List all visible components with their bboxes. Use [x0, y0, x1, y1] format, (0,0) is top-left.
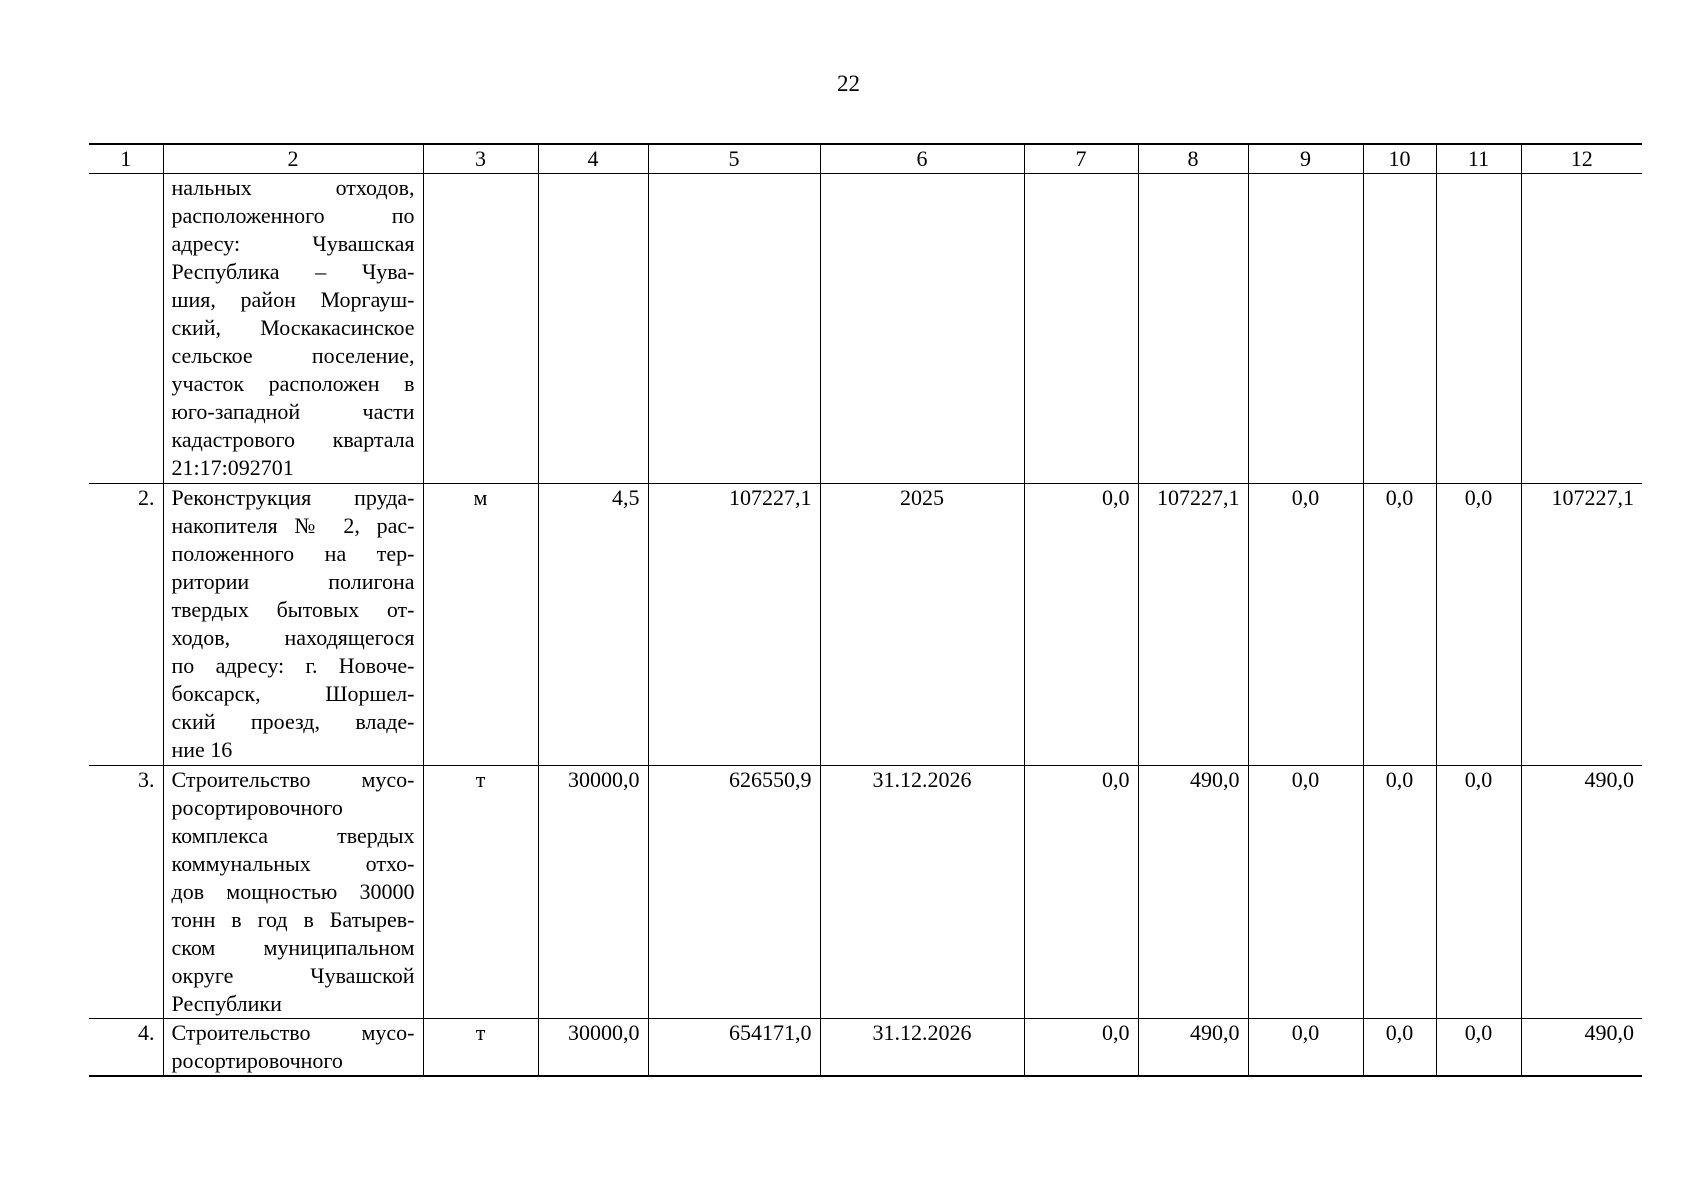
description-line: накопителя № 2, рас- — [171, 513, 415, 538]
description-line: расположенного по — [171, 203, 415, 228]
description-line: Республики — [171, 991, 282, 1016]
capacity-cell — [538, 174, 648, 484]
value-cell: 0,0 — [1024, 1019, 1138, 1077]
capacity-cell: 30000,0 — [538, 1019, 648, 1077]
description-line: тонн в год в Батырев- — [171, 907, 415, 932]
header-cell: 1 — [89, 144, 163, 174]
description-line: Республика – Чува- — [171, 259, 415, 284]
total-cell: 107227,1 — [1521, 484, 1642, 766]
description-cell — [163, 766, 423, 1019]
description-line: участок расположен в — [171, 371, 415, 396]
value-cell: 0,0 — [1248, 766, 1363, 1019]
total-cell: 490,0 — [1521, 766, 1642, 1019]
value-cell: 490,0 — [1138, 766, 1248, 1019]
deadline-cell: 31.12.2026 — [820, 766, 1024, 1019]
description-line: коммунальных отхо- — [171, 851, 415, 876]
value-cell: 0,0 — [1363, 1019, 1436, 1077]
value-cell — [1138, 174, 1248, 484]
description-line: ском муниципальном — [171, 935, 415, 960]
description-line: Строительство мусо- — [171, 767, 415, 792]
row-number-cell — [89, 174, 163, 484]
description-line: по адресу: г. Новоче- — [171, 653, 415, 678]
unit-cell: т — [423, 1019, 538, 1077]
description-line: росортировочного — [171, 795, 343, 820]
value-cell: 0,0 — [1024, 484, 1138, 766]
cost-cell: 107227,1 — [648, 484, 820, 766]
total-cell — [1521, 174, 1642, 484]
capacity-cell: 4,5 — [538, 484, 648, 766]
value-cell — [1436, 174, 1521, 484]
description-line: комплекса твердых — [171, 823, 415, 848]
row-number-cell: 3. — [89, 766, 163, 1019]
description-line: нальных отходов, — [171, 175, 415, 200]
cost-cell: 626550,9 — [648, 766, 820, 1019]
value-cell: 0,0 — [1363, 484, 1436, 766]
capacity-cell: 30000,0 — [538, 766, 648, 1019]
cost-cell: 654171,0 — [648, 1019, 820, 1077]
total-cell: 490,0 — [1521, 1019, 1642, 1077]
value-cell — [1024, 174, 1138, 484]
description-line: сельское поселение, — [171, 343, 415, 368]
table-row — [89, 766, 1642, 1019]
header-cell: 4 — [538, 144, 648, 174]
row-number-cell: 4. — [89, 1019, 163, 1077]
row-number-cell: 2. — [89, 484, 163, 766]
description-line: ритории полигона — [171, 569, 415, 594]
unit-cell — [423, 174, 538, 484]
header-cell: 3 — [423, 144, 538, 174]
page-number: 22 — [837, 71, 860, 96]
description-line: Реконструкция пруда- — [171, 485, 415, 510]
value-cell: 0,0 — [1248, 1019, 1363, 1077]
header-cell: 5 — [648, 144, 820, 174]
header-cell: 2 — [163, 144, 423, 174]
description-cell — [163, 174, 423, 484]
description-line: положенного на тер- — [171, 541, 415, 566]
description-line: округе Чувашской — [171, 963, 415, 988]
description-line: адресу: Чувашская — [171, 231, 415, 256]
description-line: дов мощностью 30000 — [171, 879, 415, 904]
unit-cell: т — [423, 766, 538, 1019]
description-line: Строительство мусо- — [171, 1020, 415, 1045]
value-cell — [1248, 174, 1363, 484]
table-row — [89, 484, 1642, 766]
description-line: кадастрового квартала — [171, 427, 415, 452]
table-row — [89, 1019, 1642, 1077]
value-cell: 0,0 — [1248, 484, 1363, 766]
value-cell: 107227,1 — [1138, 484, 1248, 766]
header-cell: 12 — [1521, 144, 1642, 174]
header-cell: 9 — [1248, 144, 1363, 174]
description-line: ский проезд, владе- — [171, 709, 415, 734]
header-cell: 8 — [1138, 144, 1248, 174]
description-line: боксарск, Шоршел- — [171, 681, 415, 706]
description-line: юго-западной части — [171, 399, 415, 424]
data-table — [89, 143, 1642, 1077]
deadline-cell: 31.12.2026 — [820, 1019, 1024, 1077]
header-cell: 11 — [1436, 144, 1521, 174]
value-cell: 0,0 — [1363, 766, 1436, 1019]
table-row — [89, 174, 1642, 484]
description-cell — [163, 1019, 423, 1077]
header-row — [89, 144, 1642, 174]
deadline-cell — [820, 174, 1024, 484]
value-cell: 490,0 — [1138, 1019, 1248, 1077]
description-line: твердых бытовых от- — [171, 597, 415, 622]
description-cell — [163, 484, 423, 766]
value-cell: 0,0 — [1436, 766, 1521, 1019]
deadline-cell: 2025 — [820, 484, 1024, 766]
value-cell: 0,0 — [1436, 1019, 1521, 1077]
description-line: 21:17:092701 — [171, 455, 294, 480]
description-line: ходов, находящегося — [171, 625, 415, 650]
description-line: ский, Москакасинское — [171, 315, 415, 340]
table-body — [89, 174, 1642, 1077]
value-cell — [1363, 174, 1436, 484]
unit-cell: м — [423, 484, 538, 766]
header-cell: 10 — [1363, 144, 1436, 174]
description-line: шия, район Моргауш- — [171, 287, 415, 312]
cost-cell — [648, 174, 820, 484]
value-cell: 0,0 — [1436, 484, 1521, 766]
header-cell: 7 — [1024, 144, 1138, 174]
header-cell: 6 — [820, 144, 1024, 174]
description-line: ние 16 — [171, 737, 233, 762]
value-cell: 0,0 — [1024, 766, 1138, 1019]
description-line: росортировочного — [171, 1048, 343, 1073]
